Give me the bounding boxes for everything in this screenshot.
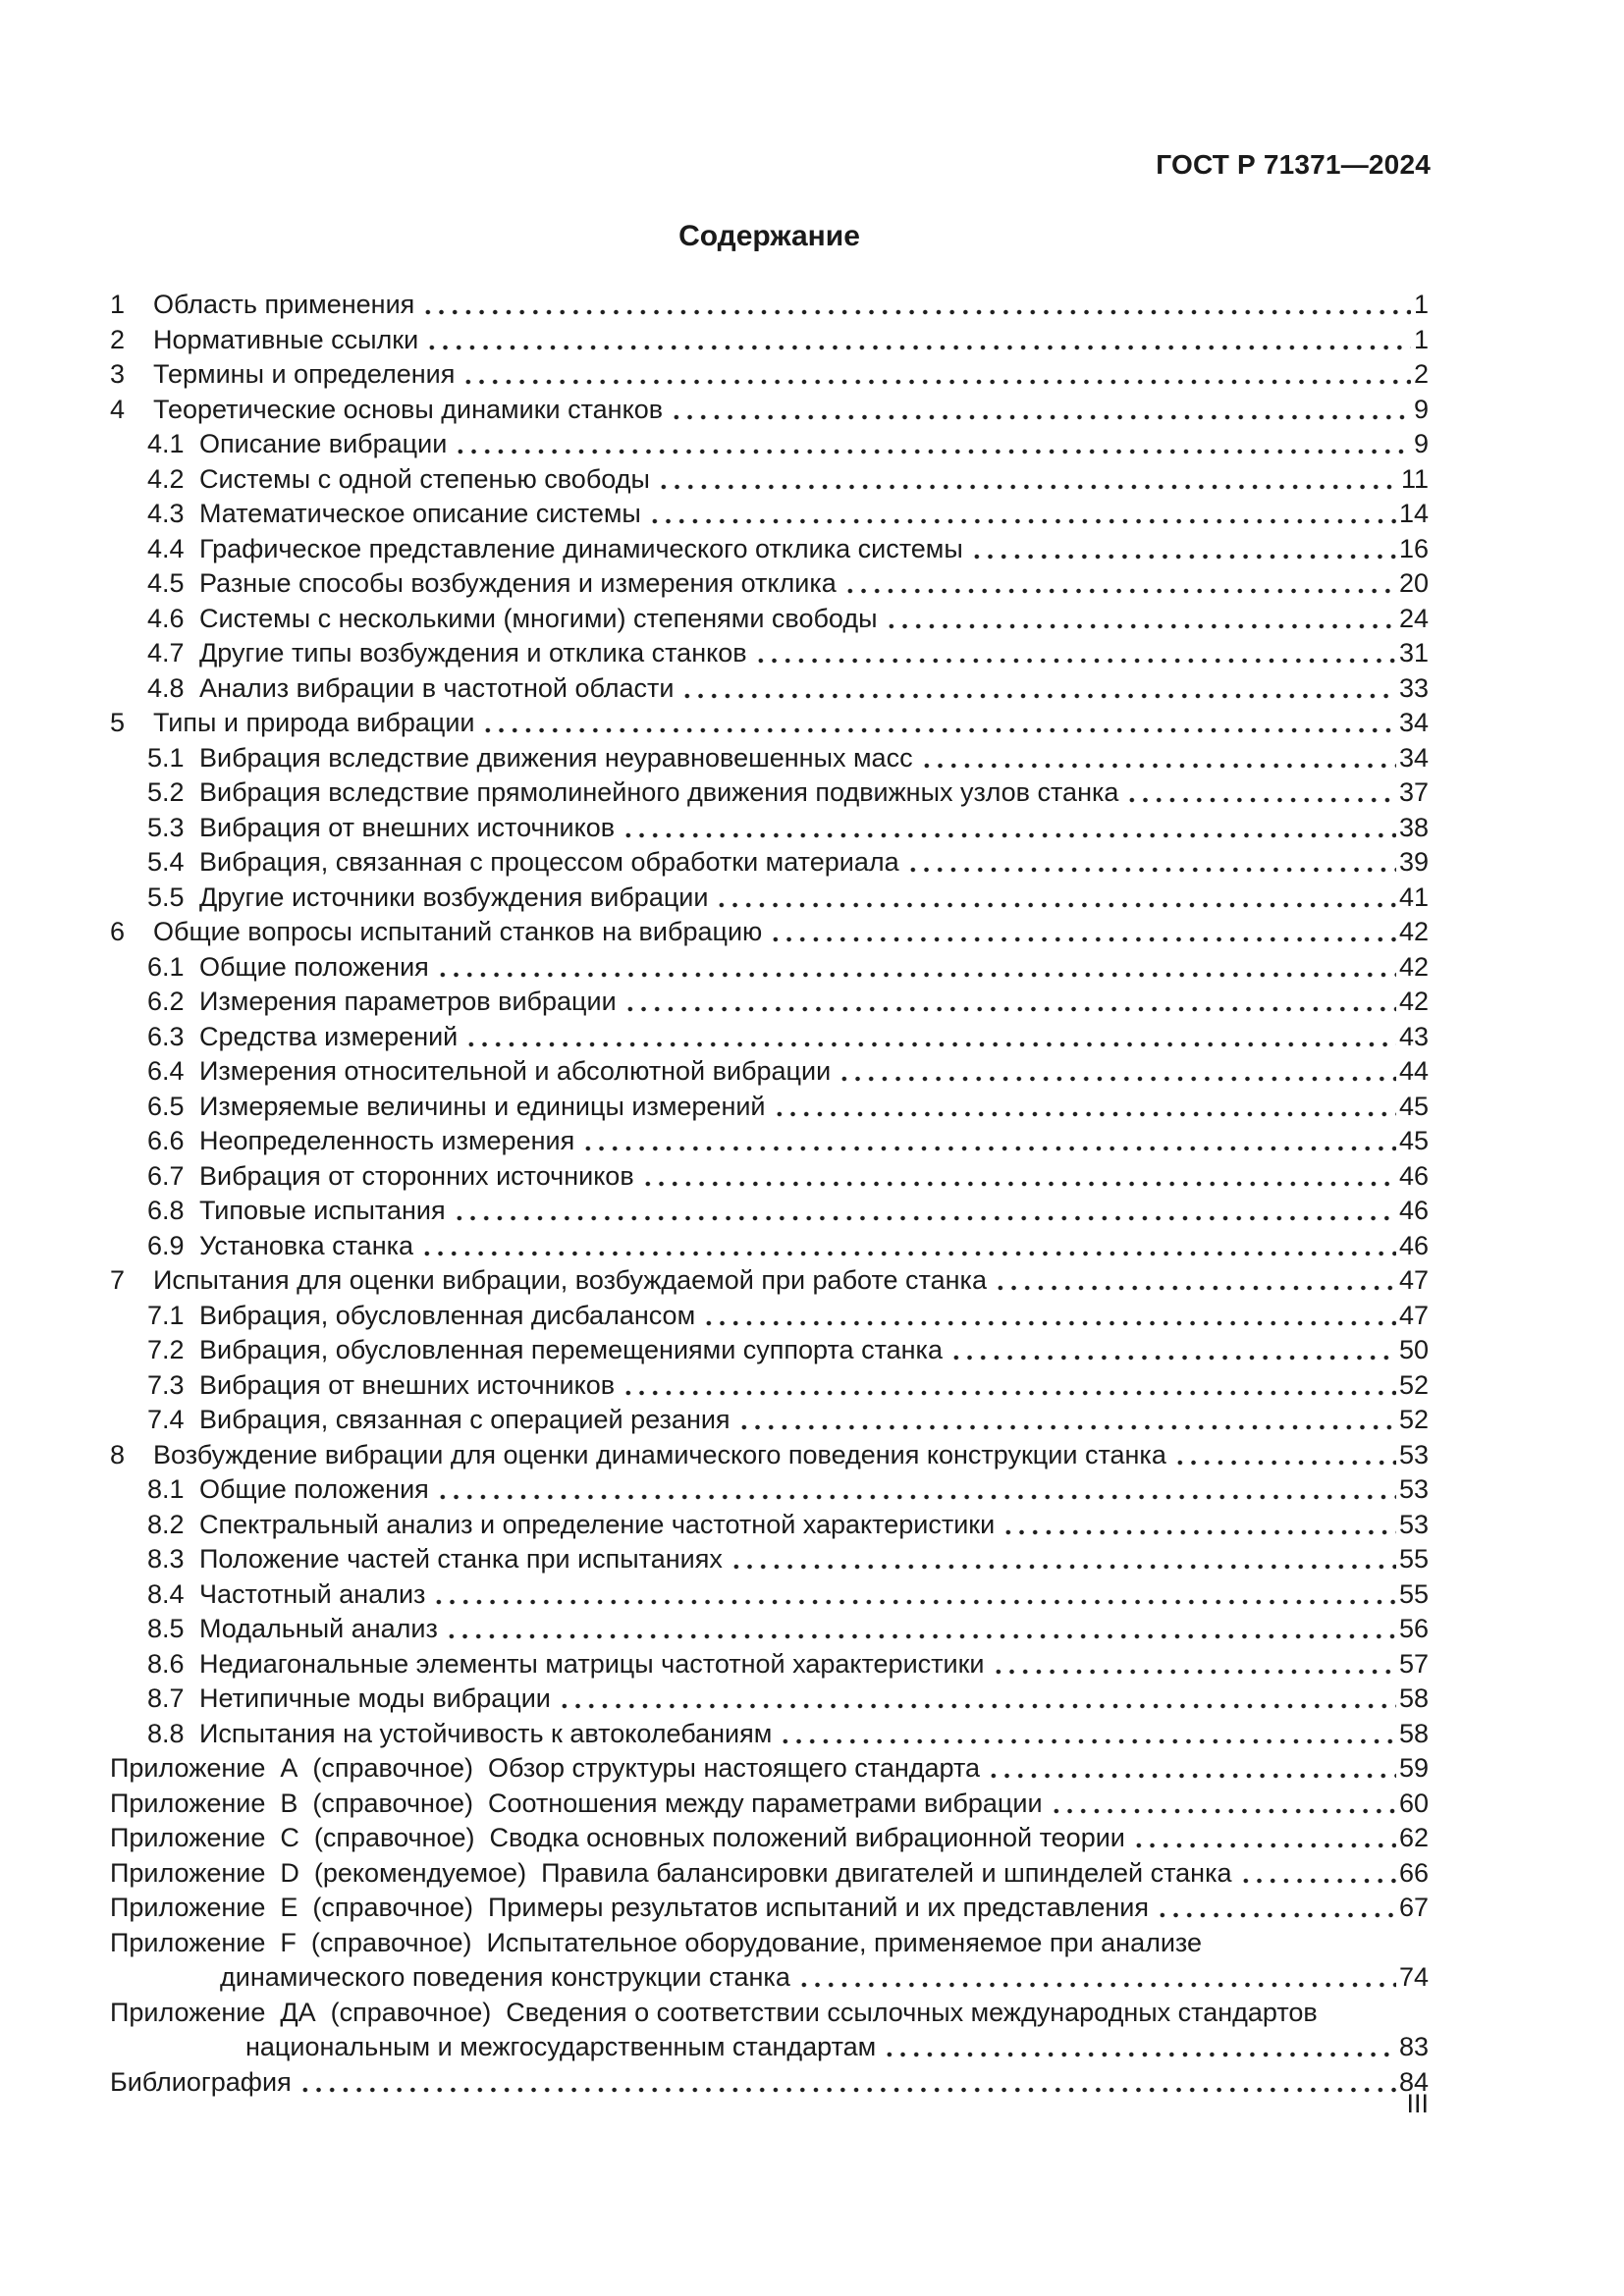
toc-entry [110,497,1429,532]
toc-entry-title: Измерения параметров вибрации [199,987,617,1016]
toc-entry-title: Вибрация вследствие прямолинейного движения подвижных узлов станка [199,777,1119,807]
toc-entry-title: Вибрация от сторонних источников [199,1160,634,1191]
toc-entry [110,1438,1429,1473]
toc-entry-title: Приложение F (справочное) Испытательное оборудование, применяемое при анализе [110,1927,1203,1957]
toc-entry [110,323,1429,358]
toc-entry-page: 11 [1400,463,1429,494]
toc-entry [110,288,1429,323]
toc-dot-leader [1001,1526,1396,1538]
toc-entry [110,1821,1429,1856]
toc-entry-page: 52 [1398,1369,1429,1400]
toc-entry-page: 55 [1398,1578,1429,1609]
toc-entry-title: Вибрация от внешних источников [199,812,616,842]
toc-entry [110,462,1429,498]
toc-entry-title: Измерения относительной и абсолютной вибрации [199,1056,832,1086]
toc-entry-page: 38 [1398,812,1429,842]
toc-entry [110,671,1429,707]
toc-entry [110,2030,1429,2065]
toc-entry-page: 20 [1398,568,1429,598]
toc-entry-page: 42 [1398,951,1429,982]
toc-dot-leader [838,1073,1396,1085]
toc-entry-number: 7.3 [147,1369,185,1400]
toc-entry-page: 50 [1398,1335,1429,1364]
toc-entry-page: 41 [1398,881,1429,912]
toc-entry-page: 62 [1398,1823,1429,1852]
toc-entry-page: 45 [1398,1126,1429,1155]
toc-entry-title: Другие типы возбуждения и отклика станков [199,638,747,667]
toc-dot-leader [797,1979,1396,1991]
toc-entry-page: 60 [1398,1788,1429,1818]
toc-entry-title: Возбуждение вибрации для оценки динамического поведения конструкции станка [153,1439,1166,1469]
toc-entry-title: Приложение D (рекомендуемое) Правила балансировки двигателей и шпинделей станка [110,1857,1232,1888]
toc-entry [110,950,1429,986]
toc-dot-leader [581,1143,1396,1154]
toc-entry [110,1020,1429,1055]
toc-entry-title: динамического поведения конструкции станка [220,1962,790,1992]
toc-dot-leader [623,1003,1396,1015]
toc-entry [110,985,1429,1020]
toc-entry-page: 53 [1398,1474,1429,1504]
toc-entry-number: 2 [110,324,126,354]
toc-dot-leader [461,376,1411,388]
toc-entry [110,1368,1429,1404]
toc-entry [110,1856,1429,1892]
toc-entry-number: 8.6 [147,1648,185,1679]
toc-entry [110,1996,1429,2031]
toc-entry-page: 56 [1398,1614,1429,1643]
toc-entry-page: 74 [1398,1962,1429,1992]
toc-dot-leader [436,969,1396,981]
toc-entry [110,1751,1429,1787]
toc-entry [110,915,1429,950]
toc-entry-number: 5.1 [147,742,185,773]
toc-entry-title: Математическое описание системы [199,499,641,528]
toc-entry-title: Анализ вибрации в частотной области [199,672,675,703]
toc-entry-number: 4.4 [147,533,185,563]
toc-entry-number: 4.3 [147,499,185,528]
toc-entry [110,1472,1429,1508]
toc-entry-number: 6.2 [147,987,185,1016]
toc-entry-number: 6.1 [147,951,185,982]
toc-entry [110,1717,1429,1752]
toc-dot-leader [453,1212,1396,1224]
toc-entry [110,1263,1429,1299]
toc-dot-leader [843,585,1396,597]
toc-entry [110,1787,1429,1822]
toc-entry [110,1682,1429,1717]
toc-dot-leader [730,1561,1396,1573]
toc-dot-leader [970,551,1396,562]
toc-entry-title: Приложение ДА (справочное) Сведения о соответствии ссылочных международных стандартов [110,1997,1318,2027]
toc-dot-leader [1156,1909,1396,1921]
toc-entry-number: 6.6 [147,1126,185,1155]
toc-entry-title: Теоретические основы динамики станков [153,394,664,424]
toc-entry-title: Неопределенность измерения [199,1126,575,1155]
toc-entry-page: 42 [1398,987,1429,1016]
toc-entry-page: 52 [1398,1405,1429,1434]
toc-entry-title: Типовые испытания [199,1196,446,1225]
toc-entry [110,1891,1429,1926]
toc-dot-leader [949,1352,1396,1363]
toc-dot-leader [994,1282,1396,1294]
toc-entry-number: 5 [110,708,126,737]
toc-entry-page: 1 [1413,290,1429,319]
toc-dot-leader [702,1317,1396,1329]
toc-entry-number: 4 [110,394,126,424]
toc-dot-leader [622,829,1396,841]
toc-dot-leader [454,446,1411,457]
toc-entry-title: Вибрация, обусловленная перемещениями суппорта станка [199,1335,943,1364]
toc-entry-number: 8.4 [147,1578,185,1609]
toc-entry-number: 8.7 [147,1683,185,1713]
toc-dot-leader [436,1491,1396,1503]
toc-entry-page: 43 [1398,1021,1429,1051]
toc-entry-number: 5.4 [147,847,185,877]
toc-dot-leader [992,1666,1396,1678]
toc-entry [110,1542,1429,1577]
toc-entry-page: 44 [1398,1056,1429,1086]
toc-entry-page: 59 [1398,1753,1429,1783]
toc-entry [110,1299,1429,1334]
toc-entry-page: 2 [1413,359,1429,389]
toc-entry-title: Библиография [110,2066,292,2097]
toc-entry-title: Испытания для оценки вибрации, возбуждаемой при работе станка [153,1265,987,1295]
toc-entry-page: 58 [1398,1683,1429,1713]
toc-dot-leader [657,481,1398,493]
toc-entry-title: Частотный анализ [199,1578,426,1609]
footer-page-number: III [1406,2089,1429,2118]
toc-entry [110,775,1429,811]
toc-dot-leader [773,1108,1396,1120]
toc-entry-page: 46 [1398,1160,1429,1191]
toc-dot-leader [641,1178,1396,1190]
toc-entry [110,1647,1429,1682]
toc-entry-number: 8.1 [147,1474,185,1504]
toc-entry-page: 67 [1398,1893,1429,1922]
toc-entry-title: Другие источники возбуждения вибрации [199,881,709,912]
toc-entry-number: 5.2 [147,777,185,807]
toc-entry-number: 1 [110,290,126,319]
toc-entry-number: 4.5 [147,568,185,598]
toc-entry-page: 33 [1398,672,1429,703]
toc-dot-leader [1173,1457,1396,1468]
toc-dot-leader [883,2049,1396,2060]
toc-dot-leader [779,1735,1396,1747]
document-code: ГОСТ Р 71371—2024 [1156,149,1431,180]
toc-entry-title: Вибрация вследствие движения неуравновешенных масс [199,742,913,773]
toc-entry-title: Общие вопросы испытаний станков на вибрацию [153,917,763,946]
toc-entry-title: Термины и определения [153,359,456,389]
toc-entry-page: 46 [1398,1196,1429,1225]
toc-dot-leader [421,306,1411,318]
toc-entry-page: 9 [1413,394,1429,424]
toc-dot-leader [622,1387,1396,1399]
toc-entry-title: Системы с несколькими (многими) степенями свободы [199,603,878,633]
toc-entry-page: 9 [1413,429,1429,458]
toc-entry-number: 7.2 [147,1335,185,1364]
toc-dot-leader [885,620,1396,632]
toc-entry [110,1124,1429,1159]
toc-entry-title: Средства измерений [199,1021,459,1051]
toc-entry-number: 4.7 [147,638,185,667]
toc-entry-title: Вибрация, обусловленная дисбалансом [199,1300,696,1330]
toc-entry-page: 47 [1398,1300,1429,1330]
toc-dot-leader [432,1596,1396,1608]
toc-entry [110,881,1429,916]
toc-entry-number: 7.1 [147,1300,185,1330]
toc-entry [110,1577,1429,1613]
toc-entry-title: Приложение Е (справочное) Примеры результатов испытаний и их представления [110,1893,1149,1922]
toc-dot-leader [1050,1805,1396,1817]
toc-entry-title: Описание вибрации [199,429,448,458]
toc-entry [110,1612,1429,1647]
toc-dot-leader [754,655,1396,667]
toc-dot-leader [648,515,1396,527]
toc-entry-title: Вибрация от внешних источников [199,1369,616,1400]
toc-entry [110,706,1429,741]
toc-dot-leader [920,760,1396,772]
toc-entry-page: 83 [1398,2032,1429,2061]
toc-dot-leader [987,1770,1396,1782]
toc-entry-page: 47 [1398,1265,1429,1295]
toc-entry-title: Системы с одной степенью свободы [199,463,650,494]
toc-entry-title: Модальный анализ [199,1614,438,1643]
toc-entry-number: 8.2 [147,1509,185,1539]
toc-entry-title: Приложение А (справочное) Обзор структуры настоящего стандарта [110,1753,981,1783]
toc-entry-number: 5.5 [147,881,185,912]
toc-dot-leader [670,411,1411,423]
toc-entry-title: Разные способы возбуждения и измерения отклика [199,568,837,598]
toc-entry-number: 8 [110,1439,126,1469]
toc-entry [110,1960,1429,1996]
toc-entry [110,602,1429,637]
toc-entry-page: 37 [1398,777,1429,807]
toc-entry-page: 84 [1398,2066,1429,2097]
toc-entry-title: Недиагональные элементы матрицы частотной характеристики [199,1648,985,1679]
toc-entry-page: 53 [1398,1509,1429,1539]
toc-entry-title: Приложение С (справочное) Сводка основных положений вибрационной теории [110,1823,1125,1852]
toc-dot-leader [481,724,1395,736]
toc-entry [110,845,1429,881]
toc-entry-title: Графическое представление динамического отклика системы [199,533,963,563]
toc-entry-title: Измеряемые величины и единицы измерений [199,1091,766,1121]
toc-entry-number: 4.2 [147,463,185,494]
toc-entry-number: 4.1 [147,429,185,458]
toc-dot-leader [464,1039,1396,1050]
table-of-contents [110,288,1429,2100]
toc-entry [110,1054,1429,1090]
toc-entry-number: 6.8 [147,1196,185,1225]
toc-dot-leader [445,1630,1396,1642]
toc-entry [110,636,1429,671]
toc-entry-page: 1 [1413,324,1429,354]
toc-entry [110,1090,1429,1125]
toc-dot-leader [737,1421,1396,1433]
toc-entry-page: 42 [1398,917,1429,946]
toc-entry-page: 45 [1398,1091,1429,1121]
toc-entry-number: 5.3 [147,812,185,842]
toc-entry-page: 34 [1398,742,1429,773]
toc-entry-page: 34 [1398,708,1429,737]
toc-entry-number: 7.4 [147,1405,185,1434]
toc-entry-title: Вибрация, связанная с операцией резания [199,1405,731,1434]
toc-entry [110,1194,1429,1229]
toc-dot-leader [558,1700,1396,1712]
toc-entry-page: 46 [1398,1230,1429,1260]
toc-entry [110,811,1429,846]
toc-entry-number: 4.8 [147,672,185,703]
toc-entry [110,427,1429,462]
toc-entry-number: 6.9 [147,1230,185,1260]
toc-entry-title: Общие положения [199,1474,429,1504]
toc-entry-title: Общие положения [199,951,429,982]
toc-dot-leader [1132,1840,1396,1851]
toc-entry-number: 3 [110,359,126,389]
toc-entry [110,1229,1429,1264]
toc-entry [110,393,1429,428]
toc-entry-title: Нормативные ссылки [153,324,419,354]
toc-dot-leader [680,690,1395,702]
toc-entry-number: 6.3 [147,1021,185,1051]
toc-entry [110,1333,1429,1368]
toc-entry-number: 8.3 [147,1544,185,1574]
toc-entry-title: национальным и межгосударственным стандартам [245,2032,877,2061]
toc-dot-leader [420,1248,1396,1259]
toc-dot-leader [1125,794,1396,806]
toc-entry-page: 53 [1398,1439,1429,1469]
toc-entry-page: 16 [1398,533,1429,563]
toc-entry-number: 4.6 [147,603,185,633]
page-title: Содержание [678,220,860,252]
toc-entry-number: 7 [110,1265,126,1295]
toc-entry-page: 58 [1398,1718,1429,1748]
toc-entry-title: Нетипичные моды вибрации [199,1683,551,1713]
toc-entry-page: 57 [1398,1648,1429,1679]
toc-entry [110,1508,1429,1543]
toc-entry-number: 8.5 [147,1614,185,1643]
toc-dot-leader [715,899,1395,911]
toc-entry-number: 8.8 [147,1718,185,1748]
toc-entry [110,1926,1429,1961]
toc-entry-page: 14 [1398,499,1429,528]
toc-entry-page: 31 [1398,638,1429,667]
toc-entry-page: 24 [1398,603,1429,633]
toc-entry [110,1403,1429,1438]
toc-entry-title: Вибрация, связанная с процессом обработки материала [199,847,899,877]
toc-entry-number: 6.5 [147,1091,185,1121]
toc-entry-title: Спектральный анализ и определение частотной характеристики [199,1509,996,1539]
toc-entry-title: Испытания на устойчивость к автоколебаниям [199,1718,773,1748]
toc-dot-leader [425,342,1411,353]
toc-entry-title: Приложение В (справочное) Соотношения между параметрами вибрации [110,1788,1043,1818]
toc-entry [110,566,1429,602]
toc-entry-page: 55 [1398,1544,1429,1574]
toc-entry-page: 66 [1398,1857,1429,1888]
toc-entry-number: 6.7 [147,1160,185,1191]
toc-dot-leader [1239,1875,1396,1887]
toc-entry-page: 39 [1398,847,1429,877]
toc-entry-number: 6 [110,917,126,946]
toc-entry-title: Область применения [153,290,415,319]
toc-entry [110,532,1429,567]
toc-entry [110,1159,1429,1195]
toc-entry-number: 6.4 [147,1056,185,1086]
toc-entry [110,741,1429,776]
toc-entry-title: Положение частей станка при испытаниях [199,1544,723,1574]
toc-entry [110,357,1429,393]
toc-entry-title: Установка станка [199,1230,414,1260]
toc-dot-leader [906,864,1396,876]
toc-dot-leader [769,934,1396,945]
toc-entry-title: Типы и природа вибрации [153,708,475,737]
